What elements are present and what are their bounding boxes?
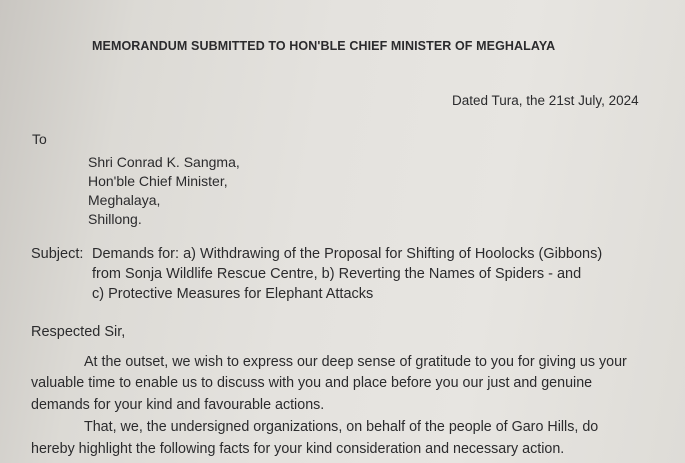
recipient-designation: Hon'ble Chief Minister, bbox=[88, 173, 228, 189]
paragraph-line: hereby highlight the following facts for your kind consideration and necessary action. bbox=[31, 441, 565, 457]
paragraph-line: That, we, the undersigned organizations, on behalf of the people of Garo Hills, do bbox=[84, 419, 599, 435]
salutation: Respected Sir, bbox=[31, 324, 126, 340]
subject-line: from Sonja Wildlife Rescue Centre, b) Reverting the Names of Spiders - and bbox=[92, 266, 582, 282]
paragraph-line: At the outset, we wish to express our deep sense of gratitude to you for giving us your bbox=[84, 354, 627, 370]
subject-line: Demands for: a) Withdrawing of the Proposal for Shifting of Hoolocks (Gibbons) bbox=[92, 246, 603, 262]
to-label: To bbox=[32, 131, 47, 147]
memo-title: MEMORANDUM SUBMITTED TO HON'BLE CHIEF MINISTER OF MEGHALAYA bbox=[92, 39, 556, 53]
paragraph-line: demands for your kind and favourable actions. bbox=[31, 397, 325, 413]
subject-line: c) Protective Measures for Elephant Attacks bbox=[92, 286, 374, 302]
date-line: Dated Tura, the 21st July, 2024 bbox=[452, 93, 639, 108]
recipient-city: Shillong. bbox=[88, 211, 142, 227]
subject-label: Subject: bbox=[31, 246, 84, 262]
recipient-state: Meghalaya, bbox=[88, 192, 161, 208]
paragraph-line: valuable time to enable us to discuss with you and place before you our just and genuine bbox=[31, 375, 593, 391]
recipient-name: Shri Conrad K. Sangma, bbox=[88, 154, 240, 170]
